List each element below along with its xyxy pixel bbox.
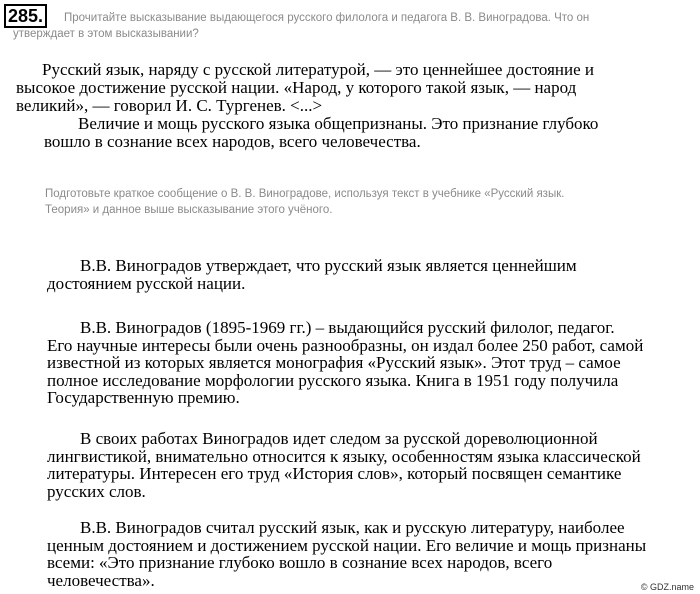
quote-line: великий», — говорил И. С. Тургенев. <...> xyxy=(16,96,323,115)
answer-line: литературы. Интересен его труд «История слов», который посвящен семантике xyxy=(47,464,622,483)
answer-line: человечества». xyxy=(47,570,155,590)
quote-line: Величие и мощь русского языка общепризнаны. Это признание глубоко xyxy=(78,114,599,133)
task-2 xyxy=(0,186,700,218)
answer-line: В.В. Виноградов утверждает, что русский язык является ценнейшим xyxy=(80,256,577,275)
answer-line: В своих работах Виноградов идет следом за русской дореволюционной xyxy=(80,429,598,448)
answer-line: всеми: «Это признание глубоко вошло в сознание всех народов, всего xyxy=(47,553,553,572)
watermark: © GDZ.name xyxy=(640,582,694,592)
task-1-line: Прочитайте высказывание выдающегося русского филолога и педагога В. В. Виноградова. Что он xyxy=(64,12,590,24)
answer-paragraph xyxy=(0,430,700,500)
answer-paragraph xyxy=(0,257,700,292)
answer-line: русских слов. xyxy=(47,481,146,501)
task-2-line: Теория» и данное выше высказывание этого учёного. xyxy=(45,204,333,216)
task-1 xyxy=(0,10,700,42)
task-1-line: утверждает в этом высказывании? xyxy=(13,28,199,40)
answer-line: Его научные интересы были очень разнообразны, он издал более 250 работ, самой xyxy=(47,335,644,355)
answer-line: полное исследование морфологии русского языка. Книга в 1951 году получила xyxy=(47,370,619,390)
answer-line: лингвистикой, внимательно относится к языку, особенностям языка классической xyxy=(47,446,641,466)
answer-line: В.В. Виноградов считал русский язык, как и русскую литературу, наиболее xyxy=(80,518,625,537)
task-2-line: Подготовьте краткое сообщение о В. В. Виноградове, используя текст в учебнике «Русский язык. xyxy=(45,188,565,200)
answer-line: ценным достоянием и достижением русской нации. Его величие и мощь признаны xyxy=(47,535,647,555)
answer-paragraph xyxy=(0,519,700,589)
answer-paragraph xyxy=(0,319,700,407)
quote xyxy=(0,61,700,151)
answer-line: достоянием русской нации. xyxy=(47,273,246,293)
answer-line: известной из которых является монография «Русский язык». Этот труд – самое xyxy=(47,353,621,372)
answer-line: Государственную премию. xyxy=(47,388,240,407)
quote-line: вошло в сознание всех народов, всего человечества. xyxy=(44,132,421,151)
answer-line: В.В. Виноградов (1895-1969 гг.) – выдающийся русский филолог, педагог. xyxy=(80,318,615,337)
quote-line: высокое достижение русской нации. «Народ, у которого такой язык, — народ xyxy=(16,78,577,97)
exercise-number: 285. xyxy=(4,4,47,28)
quote-line: Русский язык, наряду с русской литературой, — это ценнейшее достояние и xyxy=(42,60,595,79)
